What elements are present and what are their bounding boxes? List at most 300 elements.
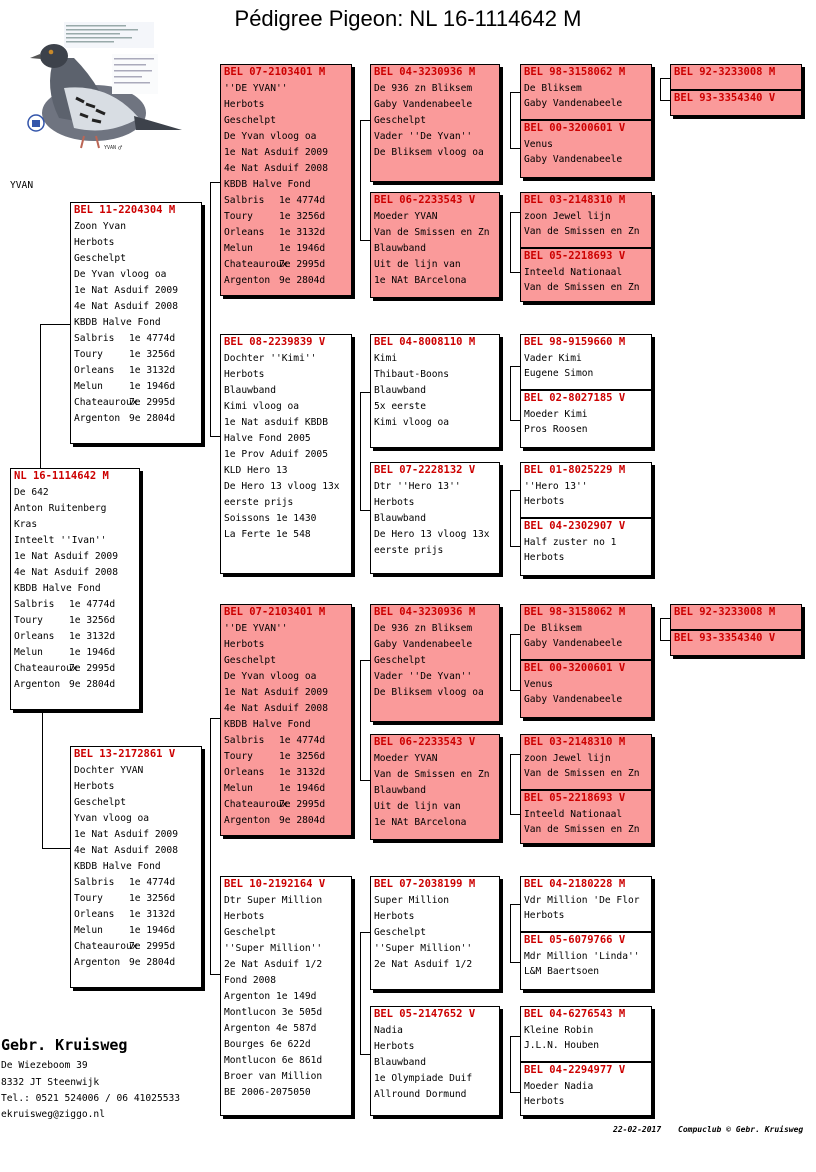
info-line: Geschelpt [224, 927, 276, 938]
race-name: Chateauroux [224, 799, 288, 810]
ring-number: BEL 07-2103401 M [224, 66, 326, 78]
connector-line [660, 618, 670, 619]
info-line: Gaby Vandenabeele [524, 98, 623, 109]
great-grandparent-card[interactable] [370, 1006, 500, 1116]
ring-number: BEL 04-3230936 M [374, 66, 476, 78]
ring-number: BEL 98-9159660 M [524, 336, 626, 348]
ring-number: BEL 03-2148310 M [524, 194, 626, 206]
info-line: L&M Baertsoen [524, 966, 600, 977]
info-line: Herbots [374, 1041, 415, 1052]
info-line: 1e NAt BArcelona [374, 275, 467, 286]
race-result: 7e 2995d [129, 941, 176, 952]
info-line: De Yvan vloog oa [74, 269, 167, 280]
race-name: Argenton [14, 679, 61, 690]
g4-ancestor-card[interactable] [520, 734, 652, 790]
info-line: Moeder YVAN [374, 753, 438, 764]
connector-line [510, 366, 520, 367]
race-name: Salbris [224, 195, 265, 206]
connector-line [360, 660, 370, 661]
connector-line [510, 634, 520, 635]
connector-line [510, 1036, 520, 1037]
credit-text: Compuclub © Gebr. Kruisweg [678, 1125, 804, 1134]
connector-line [660, 78, 661, 100]
connector-line [210, 182, 220, 183]
connector-line [360, 780, 370, 781]
race-name: Argenton [74, 413, 121, 424]
connector-line [510, 366, 511, 420]
info-line: Dochter ''Kimi'' [224, 353, 317, 364]
ring-number: BEL 04-6276543 M [524, 1008, 626, 1020]
info-line: KBDB Halve Fond [74, 317, 161, 328]
ring-number: BEL 04-2294977 V [524, 1064, 626, 1076]
subject-card[interactable] [10, 468, 140, 710]
mother-card[interactable] [70, 746, 202, 988]
race-name: Argenton [224, 815, 271, 826]
result-row [71, 939, 201, 955]
connector-line [510, 546, 520, 547]
connector-line [210, 436, 220, 437]
email-link[interactable]: ekruisweg@ziggo.nl [1, 1109, 105, 1120]
info-line: Kras [14, 519, 38, 530]
info-line: Herbots [524, 496, 565, 507]
info-line: Van de Smissen en Zn [374, 769, 490, 780]
info-line: Blauwband [374, 513, 426, 524]
race-name: Argenton [224, 275, 271, 286]
info-line: Geschelpt [224, 115, 276, 126]
info-line: Van de Smissen en Zn [524, 824, 640, 835]
ring-number: BEL 92-3233008 M [674, 66, 776, 78]
info-line: Moeder Kimi [524, 409, 588, 420]
ring-number: BEL 04-2302907 V [524, 520, 626, 532]
race-result: 1e 3132d [129, 365, 176, 376]
ring-number: BEL 05-6079766 V [524, 934, 626, 946]
ring-number: BEL 98-3158062 M [524, 606, 626, 618]
g4-ancestor-card[interactable] [520, 192, 652, 248]
info-line: Herbots [524, 552, 565, 563]
race-name: Salbris [224, 735, 265, 746]
race-result: 1e 1946d [129, 925, 176, 936]
info-line: Blauwband [374, 385, 426, 396]
result-row [11, 597, 139, 613]
ring-number: BEL 93-3354340 V [674, 92, 776, 104]
info-line: Blauwband [374, 243, 426, 254]
info-line: Vader ''De Yvan'' [374, 671, 473, 682]
race-name: Melun [14, 647, 43, 658]
info-line: De Hero 13 vloog 13x [374, 529, 490, 540]
info-line: ''DE YVAN'' [224, 83, 288, 94]
connector-line [510, 148, 520, 149]
result-row [71, 891, 201, 907]
connector-line [510, 1092, 520, 1093]
race-name: Toury [74, 349, 103, 360]
g5-ancestor-card[interactable] [670, 64, 802, 90]
info-line: Fond 2008 [224, 975, 276, 986]
race-result: 7e 2995d [279, 799, 326, 810]
great-grandparent-card[interactable] [370, 604, 500, 722]
race-result: 1e 1946d [279, 783, 326, 794]
race-result: 1e 3132d [279, 227, 326, 238]
race-result: 9e 2804d [129, 413, 176, 424]
connector-line [360, 660, 361, 780]
info-line: Vader ''De Yvan'' [374, 131, 473, 142]
grandsire-paternal-card[interactable] [220, 64, 352, 296]
race-result: 9e 2804d [279, 275, 326, 286]
info-line: Pros Roosen [524, 424, 588, 435]
result-row [221, 765, 351, 781]
info-line: Venus [524, 679, 553, 690]
info-line: Gaby Vandenabeele [524, 638, 623, 649]
race-name: Melun [74, 925, 103, 936]
g4-ancestor-card[interactable] [520, 604, 652, 660]
result-row [11, 613, 139, 629]
race-result: 7e 2995d [69, 663, 116, 674]
info-line: Herbots [524, 910, 565, 921]
race-result: 9e 2804d [69, 679, 116, 690]
info-line: eerste prijs [374, 545, 444, 556]
info-line: Montlucon 3e 505d [224, 1007, 323, 1018]
result-row [11, 661, 139, 677]
ring-number: BEL 06-2233543 V [374, 194, 476, 206]
connector-line [510, 904, 511, 962]
photo-caption: YVAN [10, 180, 34, 191]
result-row [71, 907, 201, 923]
info-line: 4e Nat Asduif 2008 [74, 845, 178, 856]
info-line: Dtr Super Million [224, 895, 323, 906]
info-line: De 936 zn Bliksem [374, 83, 473, 94]
connector-line [510, 1036, 511, 1092]
race-result: 1e 4774d [279, 195, 326, 206]
ring-number: BEL 92-3233008 M [674, 606, 776, 618]
race-name: Chateauroux [74, 941, 138, 952]
pigeon-photo [14, 18, 204, 158]
info-line: Mdr Million 'Linda'' [524, 951, 640, 962]
info-line: Moeder Nadia [524, 1081, 594, 1092]
g4-ancestor-card[interactable] [520, 518, 652, 576]
g4-ancestor-card[interactable] [520, 790, 652, 844]
info-line: Gaby Vandenabeele [374, 99, 473, 110]
info-line: Herbots [224, 639, 265, 650]
info-line: Thibaut-Boons [374, 369, 450, 380]
race-name: Toury [74, 893, 103, 904]
race-name: Argenton [74, 957, 121, 968]
info-line: Gaby Vandenabeele [524, 694, 623, 705]
phone-line: Tel.: 0521 524006 / 06 41025533 [1, 1093, 181, 1104]
connector-line [510, 962, 520, 963]
race-result: 1e 3256d [129, 349, 176, 360]
connector-line [210, 718, 211, 974]
info-line: 1e Nat Asduif 2009 [74, 285, 178, 296]
result-row [71, 347, 201, 363]
connector-line [660, 618, 661, 640]
race-name: Toury [14, 615, 43, 626]
connector-line [360, 392, 370, 393]
g4-ancestor-card[interactable] [520, 932, 652, 990]
info-line: KBDB Halve Fond [224, 719, 311, 730]
race-result: 1e 3132d [279, 767, 326, 778]
connector-line [510, 490, 520, 491]
race-name: Chateauroux [74, 397, 138, 408]
info-line: Uit de lijn van [374, 259, 461, 270]
info-line: 4e Nat Asduif 2008 [224, 163, 328, 174]
info-line: J.L.N. Houben [524, 1040, 600, 1051]
result-row [221, 241, 351, 257]
race-result: 1e 1946d [129, 381, 176, 392]
info-line: 4e Nat Asduif 2008 [14, 567, 118, 578]
info-line: Herbots [374, 497, 415, 508]
g4-ancestor-card[interactable] [520, 462, 652, 518]
pigeon-drawing [28, 44, 182, 148]
info-line: De Hero 13 vloog 13x [224, 481, 340, 492]
pigeon-ring-text: YVAN [104, 145, 117, 151]
page-title: Pédigree Pigeon: NL 16-1114642 M [234, 6, 582, 31]
connector-line [510, 754, 511, 814]
race-name: Salbris [14, 599, 55, 610]
breeder-name: Gebr. Kruisweg [1, 1036, 128, 1054]
connector-line [510, 754, 520, 755]
info-line: Inteelt ''Ivan'' [14, 535, 107, 546]
result-row [71, 955, 201, 971]
info-line: 1e Nat Asduif 2009 [74, 829, 178, 840]
connector-line [360, 932, 361, 1054]
info-line: ''DE YVAN'' [224, 623, 288, 634]
race-result: 1e 4774d [129, 877, 176, 888]
info-line: De Bliksem vloog oa [374, 687, 484, 698]
result-row [221, 209, 351, 225]
father-card[interactable] [70, 202, 202, 444]
result-row [71, 875, 201, 891]
connector-line [510, 490, 511, 546]
race-result: 1e 4774d [69, 599, 116, 610]
info-line: Herbots [74, 781, 115, 792]
info-line: 1e Nat asduif KBDB [224, 417, 328, 428]
info-line: KBDB Halve Fond [14, 583, 101, 594]
ring-number: BEL 13-2172861 V [74, 748, 176, 760]
g5-ancestor-card[interactable] [670, 90, 802, 116]
info-line: De Yvan vloog oa [224, 131, 317, 142]
info-line: Zoon Yvan [74, 221, 126, 232]
result-row [71, 411, 201, 427]
race-name: Salbris [74, 333, 115, 344]
info-line: Van de Smissen en Zn [524, 768, 640, 779]
info-line: La Ferte 1e 548 [224, 529, 311, 540]
connector-line [360, 392, 361, 510]
ring-number: BEL 07-2038199 M [374, 878, 476, 890]
result-row [71, 379, 201, 395]
info-line: De 642 [14, 487, 49, 498]
race-result: 1e 3256d [279, 751, 326, 762]
race-result: 1e 4774d [279, 735, 326, 746]
info-line: Inteeld Nationaal [524, 267, 623, 278]
ring-number: NL 16-1114642 M [14, 470, 109, 482]
race-name: Orleans [14, 631, 55, 642]
info-line: Herbots [224, 369, 265, 380]
info-line: Van de Smissen en Zn [524, 282, 640, 293]
race-name: Salbris [74, 877, 115, 888]
info-line: Geschelpt [374, 927, 426, 938]
info-line: Gaby Vandenabeele [524, 154, 623, 165]
ring-number: BEL 05-2218693 V [524, 250, 626, 262]
result-row [221, 781, 351, 797]
race-name: Toury [224, 751, 253, 762]
great-grandparent-card[interactable] [370, 462, 500, 574]
connector-line [510, 690, 520, 691]
info-line: ''Super Million'' [374, 943, 473, 954]
connector-line [42, 848, 70, 849]
connector-line [510, 634, 511, 690]
g4-ancestor-card[interactable] [520, 1006, 652, 1062]
race-result: 1e 1946d [69, 647, 116, 658]
race-name: Toury [224, 211, 253, 222]
info-line: Half zuster no 1 [524, 537, 617, 548]
g4-ancestor-card[interactable] [520, 876, 652, 932]
info-line: De Yvan vloog oa [224, 671, 317, 682]
result-row [221, 797, 351, 813]
race-name: Melun [224, 783, 253, 794]
connector-line [360, 120, 361, 240]
connector-line [210, 182, 211, 436]
connector-line [510, 92, 511, 148]
result-row [221, 733, 351, 749]
info-line: 2e Nat Asduif 1/2 [374, 959, 473, 970]
race-result: 1e 1946d [279, 243, 326, 254]
info-line: Kimi vloog oa [374, 417, 450, 428]
connector-line [360, 510, 370, 511]
info-line: 4e Nat Asduif 2008 [224, 703, 328, 714]
ring-number: BEL 00-3200601 V [524, 122, 626, 134]
grandsire-maternal-card[interactable] [220, 604, 352, 836]
great-grandparent-card[interactable] [370, 192, 500, 298]
info-line: 1e Nat Asduif 2009 [14, 551, 118, 562]
info-line: Herbots [374, 911, 415, 922]
info-line: Dtr ''Hero 13'' [374, 481, 461, 492]
race-result: 1e 3132d [129, 909, 176, 920]
info-line: 1e Nat Asduif 2009 [224, 147, 328, 158]
connector-line [42, 710, 43, 848]
result-row [221, 257, 351, 273]
ring-number: BEL 05-2147652 V [374, 1008, 476, 1020]
connector-line [660, 78, 670, 79]
great-grandparent-card[interactable] [370, 876, 500, 990]
info-line: ''Hero 13'' [524, 481, 588, 492]
info-line: De 936 zn Bliksem [374, 623, 473, 634]
info-line: Herbots [224, 99, 265, 110]
race-result: 1e 3256d [129, 893, 176, 904]
info-line: Eugene Simon [524, 368, 594, 379]
g5-ancestor-card[interactable] [670, 604, 802, 630]
info-line: Dochter YVAN [74, 765, 144, 776]
g4-ancestor-card[interactable] [520, 334, 652, 390]
address-line: De Wiezeboom 39 [1, 1060, 88, 1071]
connector-line [40, 324, 41, 468]
info-line: Allround Dormund [374, 1089, 467, 1100]
info-line: Inteeld Nationaal [524, 809, 623, 820]
race-name: Orleans [74, 365, 115, 376]
race-name: Orleans [74, 909, 115, 920]
info-line: Venus [524, 139, 553, 150]
g4-ancestor-card[interactable] [520, 248, 652, 302]
great-grandparent-card[interactable] [370, 64, 500, 182]
connector-line [660, 640, 670, 641]
info-line: Halve Fond 2005 [224, 433, 311, 444]
connector-line [510, 420, 520, 421]
connector-line [660, 100, 670, 101]
ring-number: BEL 07-2103401 M [224, 606, 326, 618]
granddam-maternal-card[interactable] [220, 876, 352, 1116]
info-line: eerste prijs [224, 497, 294, 508]
granddam-paternal-card[interactable] [220, 334, 352, 574]
great-grandparent-card[interactable] [370, 334, 500, 448]
info-line: Kimi [374, 353, 398, 364]
g4-ancestor-card[interactable] [520, 120, 652, 178]
connector-line [510, 212, 520, 213]
ring-number: BEL 05-2218693 V [524, 792, 626, 804]
great-grandparent-card[interactable] [370, 734, 500, 840]
connector-line [510, 92, 520, 93]
connector-line [210, 974, 220, 975]
result-row [71, 923, 201, 939]
g4-ancestor-card[interactable] [520, 660, 652, 718]
result-row [221, 273, 351, 289]
info-line: zoon Jewel lijn [524, 211, 611, 222]
info-line: KLD Hero 13 [224, 465, 288, 476]
info-line: Moeder YVAN [374, 211, 438, 222]
connector-line [360, 120, 370, 121]
g4-ancestor-card[interactable] [520, 1062, 652, 1116]
info-line: Herbots [524, 1096, 565, 1107]
info-line: Broer van Million [224, 1071, 323, 1082]
ring-number: BEL 93-3354340 V [674, 632, 776, 644]
ring-number: BEL 02-8027185 V [524, 392, 626, 404]
race-name: Orleans [224, 227, 265, 238]
male-symbol: ♂ [118, 144, 123, 152]
info-line: Van de Smissen en Zn [524, 226, 640, 237]
info-line: De Bliksem [524, 83, 582, 94]
info-line: Soissons 1e 1430 [224, 513, 317, 524]
print-date: 22-02-2017 [613, 1125, 662, 1134]
info-line: Kimi vloog oa [224, 401, 300, 412]
g4-ancestor-card[interactable] [520, 64, 652, 120]
info-line: 4e Nat Asduif 2008 [74, 301, 178, 312]
info-line: Geschelpt [74, 797, 126, 808]
info-line: 1e NAt BArcelona [374, 817, 467, 828]
info-line: Blauwband [374, 1057, 426, 1068]
race-result: 1e 4774d [129, 333, 176, 344]
info-line: Argenton 4e 587d [224, 1023, 317, 1034]
connector-line [510, 212, 511, 272]
info-line: Geschelpt [224, 655, 276, 666]
race-result: 7e 2995d [279, 259, 326, 270]
info-line: 1e Prov Aduif 2005 [224, 449, 328, 460]
result-row [221, 193, 351, 209]
result-row [221, 749, 351, 765]
ring-number: BEL 08-2239839 V [224, 336, 326, 348]
result-row [71, 363, 201, 379]
connector-line [360, 240, 370, 241]
g4-ancestor-card[interactable] [520, 390, 652, 448]
result-row [11, 677, 139, 693]
ring-number: BEL 04-2180228 M [524, 878, 626, 890]
g5-ancestor-card[interactable] [670, 630, 802, 656]
ring-number: BEL 06-2233543 V [374, 736, 476, 748]
info-line: Van de Smissen en Zn [374, 227, 490, 238]
ring-number: BEL 00-3200601 V [524, 662, 626, 674]
info-line: Geschelpt [374, 115, 426, 126]
info-line: Nadia [374, 1025, 403, 1036]
connector-line [210, 718, 220, 719]
result-row [221, 813, 351, 829]
connector-line [40, 324, 70, 325]
race-result: 1e 3256d [69, 615, 116, 626]
